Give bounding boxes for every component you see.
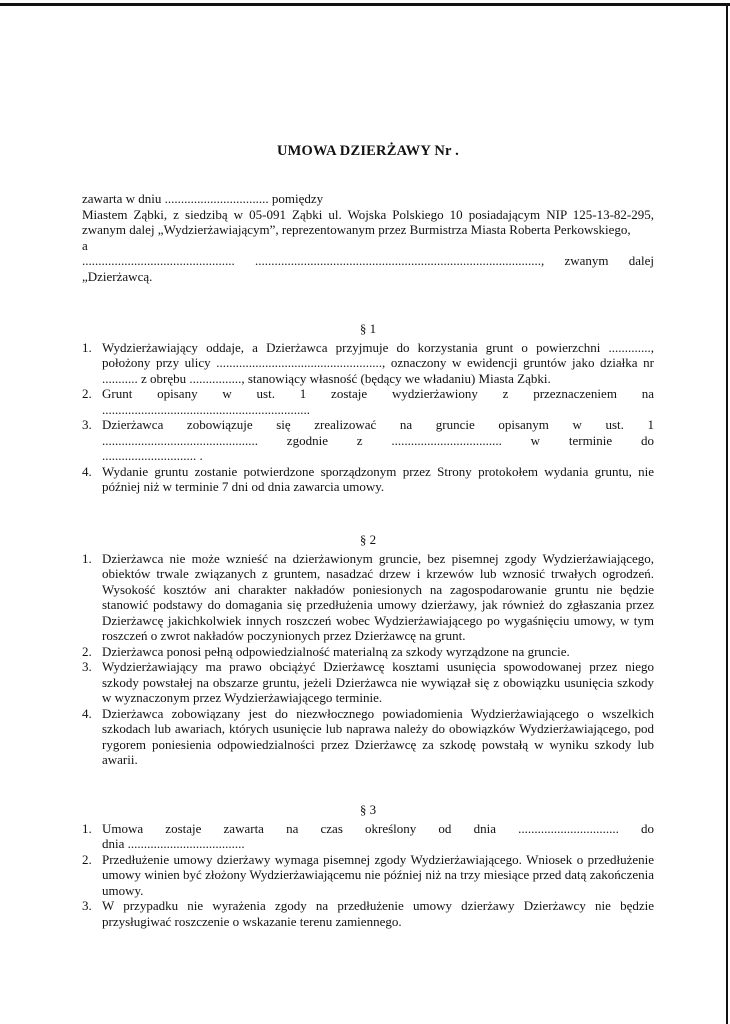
s1-item-4-text: Wydanie gruntu zostanie potwierdzone sporządzonym przez Strony protokołem wydania gruntu, nie później niż w terminie 7 dni od dnia zawarcia umowy. [102,463,654,494]
s1-item-2-text: Grunt opisany w ust. 1 zostaje wydzierżawiony z przeznaczeniem na ................................................................ [102,386,654,417]
intro-party1: Miastem Ząbki, z siedzibą w 05-091 Ząbki ul. Wojska Polskiego 10 posiadającym NIP 125-13-82-295, zwanym dalej „Wydzierżawiającym”, reprezentowanym przez Burmistrza Miasta Roberta Perkowskiego, [82,206,654,237]
document-title: UMOWA DZIERŻAWY Nr . [276,143,460,159]
s1-item-2-num: 2. [82,386,92,401]
s3-item-1-num: 1. [82,820,92,836]
intro-party2: ............................................... ........................................................................................, zwanym dalej [82,253,654,268]
s2-item-4-text: Dzierżawca zobowiązany jest do niezwłocznego powiadomienia Wydzierżawiającego o wszelkich szkodach lub awariach, których usunięcie lub naprawa należy do obowiązków Wydzierżawiającego, pod rygorem poniesienia odpowiedzialności przez Dzierżawcę za szkodę powstałą w wyniku szkody lub awarii. [102,705,654,767]
s2-item-2-num: 2. [82,643,92,659]
right-border-line [726,3,728,1024]
s1-item-3-line3: ............................. . [102,448,203,463]
s2-item-1-text: Dzierżawca nie może wznieść na dzierżawionym gruncie, bez pisemnej zgody Wydzierżawiającego, obiektów trwale związanych z gruntem, nasadzać drzew i krzewów lub wznosić trwałych ogrodzeń. Wysokość kosztów ani charakter nakładów poniesionych na zagospodarowanie gruntu nie będzie stanowić podstawy do domagania się przedłużenia umowy dzierżawy, jak również do zgłaszania przez Dzierżawcę jakichkolwiek innych roszczeń wobec Wydzierżawiającego po wygaśnięciu umowy, w tym roszczeń o zwrot nakładów poczynionych przez Dzierżawcę na grunt. [102,550,654,643]
s3-item-3-text: W przypadku nie wyrażenia zgody na przedłużenie umowy dzierżawy Dzierżawcy nie będzie przysługiwać roszczenie o wskazanie terenu zamiennego. [102,898,654,929]
s3-item-1 [82,821,654,852]
s1-item-3 [82,417,654,464]
section-3 [82,802,654,929]
s3-item-2-text: Przedłużenie umowy dzierżawy wymaga pisemnej zgody Wydzierżawiającego. Wniosek o przedłużenie umowy winien być złożony Wydzierżawiającemu nie później niż na trzy miesiące przed datą zakończenia umowy. [102,851,654,898]
s2-item-2-text: Dzierżawca ponosi pełną odpowiedzialność materialną za szkody wyrządzone na gruncie. [102,643,570,659]
section-2-heading: § 2 [359,532,377,547]
intro-date-line: zawarta w dniu ................................ pomiędzy [82,191,324,206]
s1-item-1 [82,340,654,387]
s3-item-2 [82,852,654,899]
s3-item-3 [82,898,654,929]
section-1-heading: § 1 [359,321,377,336]
s1-item-1-text: Wydzierżawiający oddaje, a Dzierżawca przyjmuje do korzystania grunt o powierzchni ............., położony przy ulicy ..................................................., oznaczony w ewidencji gruntów jako działka nr ........... z obrębu ................, stanowiący własność (będący we władaniu) Miasta Ząbki. [102,339,654,386]
section-3-heading: § 3 [359,802,377,817]
s2-item-1 [82,551,654,644]
s2-item-1-num: 1. [82,550,92,566]
top-border-line [0,3,730,6]
s1-item-2 [82,386,654,417]
section-1 [82,321,654,495]
section-2 [82,532,654,768]
intro-and: a [82,237,88,253]
intro-party2-cont: „Dzierżawcą. [82,268,153,284]
s2-item-2 [82,644,654,660]
s3-item-1-line1: Umowa zostaje zawarta na czas określony od dnia ............................... do [102,820,654,836]
s2-item-4-num: 4. [82,705,92,721]
s1-item-1-num: 1. [82,339,92,355]
s1-item-4-num: 4. [82,463,92,479]
s2-item-3-text: Wydzierżawiający ma prawo obciążyć Dzierżawcę kosztami usunięcia spowodowanej przez niego szkody powstałej na obszarze gruntu, jeżeli Dzierżawca nie wywiązał się z obowiązku usunięcia szkody w wyznaczonym przez Wydzierżawiającego terminie. [102,659,654,705]
s1-item-3-line1: Dzierżawca zobowiązuje się zrealizować na gruncie opisanym w ust. 1 [102,417,654,432]
s2-item-4 [82,706,654,768]
s1-item-3-line2: ................................................ zgodnie z .................................. w terminie do [102,432,654,448]
s2-item-3-num: 3. [82,659,92,674]
s2-item-3 [82,659,654,706]
s3-item-2-num: 2. [82,851,92,867]
s1-item-3-num: 3. [82,417,92,432]
s1-item-4 [82,464,654,495]
s3-item-3-num: 3. [82,898,92,913]
s3-item-1-line2: dnia .................................... [102,836,245,851]
intro-block [82,191,654,284]
